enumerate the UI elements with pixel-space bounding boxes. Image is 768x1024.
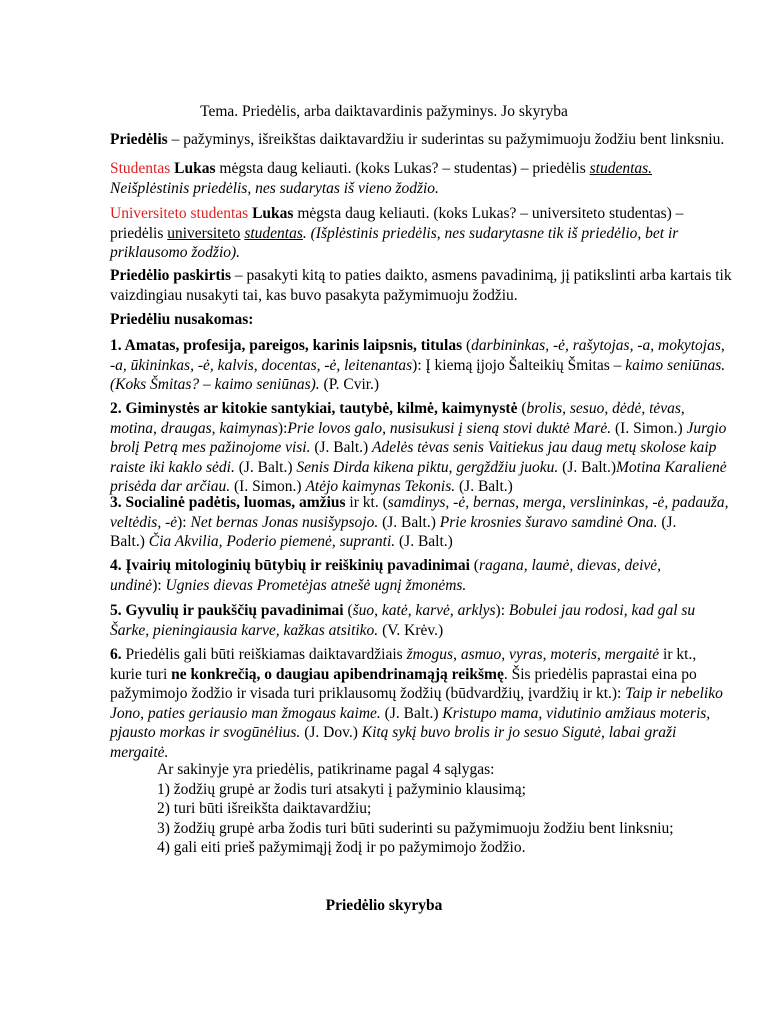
item-3-source-2: (J. [657, 513, 677, 531]
example-2-note-end: priklausomo žodžio). [110, 244, 241, 261]
definition-text: – pažyminys, išreikštas daiktavardžiu ir suderintas su pažymimuoju žodžiu bent linksniu. [167, 131, 725, 148]
example-1-appositive: studentas. [589, 160, 653, 177]
item-2-sentence-1: Prie lovos galo, nusisukusi į sieną stovi duktė Marė. [287, 419, 612, 437]
purpose-paragraph [110, 266, 735, 305]
item-4-heading: 4. Įvairių mitologinių būtybių ir reiškinių pavadinimai [110, 557, 470, 574]
item-6-number: 6. [110, 646, 122, 663]
item-6-sentence-1: Taip ir nebeliko [625, 685, 723, 702]
definition-paragraph [110, 130, 735, 150]
item-5-heading: 5. Gyvulių ir paukščių pavadinimai [110, 602, 344, 619]
page-title: Tema. Priedėlis, arba daiktavardinis pažyminys. Jo skyryba [200, 103, 568, 120]
item-4-text: ( [469, 557, 479, 574]
item-3-source-3: (J. Balt.) [395, 533, 453, 550]
item-1-text: ( [462, 337, 472, 354]
condition-item: 2) turi būti išreikšta daiktavardžiu; [157, 800, 372, 817]
example-2-appositive-1: universiteto [167, 224, 241, 242]
item-6-source-2: (J. Dov.) [300, 724, 362, 741]
example-2-text: mėgsta daug keliauti. (koks Lukas? – universiteto studentas) – [293, 205, 684, 222]
item-6-emphasis: ne konkrečią, o daugiau apibendrinamąją reikšmę [171, 665, 504, 683]
example-1-subject: Lukas [170, 160, 216, 177]
item-2-source-5: (I. Simon.) [230, 478, 306, 495]
definition-term: Priedėlis [110, 131, 168, 148]
item-2-source-1: (I. Simon.) [611, 419, 687, 437]
list-item-5 [110, 601, 735, 640]
item-1-examples: darbininkas, -ė, rašytojas, -a, mokytojas, [471, 337, 725, 354]
item-3-heading: 3. Socialinė padėtis, luomas, amžius [110, 494, 346, 511]
purpose-term: Priedėlio paskirtis [110, 267, 231, 284]
list-item-3 [110, 493, 735, 552]
item-2-sentence-6: Atėjo kaimynas Tekonis. [305, 478, 456, 495]
item-2-sentence-5: Motina Karalienė [615, 458, 727, 476]
item-2-examples: brolis, sesuo, dėdė, tėvas, [526, 400, 685, 417]
item-6-sentence-2b: pjausto morkas ir svogūnėlius. [110, 724, 301, 741]
item-3-sentence-1: Net bernas Jonas nusišypsojo. [190, 513, 379, 531]
example-1-note: Neišplėstinis priedėlis, nes sudarytas iš vieno žodžio. [110, 179, 439, 197]
item-6-source-1: (J. Balt.) [380, 704, 443, 722]
item-5-text: ( [343, 602, 353, 619]
item-6-examples: žmogus, asmuo, vyras, moteris, mergaitė [406, 646, 660, 663]
item-5-sentence: Bobulei jau rodosi, kad gal su [508, 602, 696, 619]
item-5-colon: ): [495, 602, 509, 619]
list-item-6 [110, 645, 735, 762]
item-2-source-6: (J. Balt.) [455, 478, 513, 495]
item-1-question: (Koks Šmitas? – kaimo seniūnas). [110, 376, 320, 393]
item-3-examples-2: veltėdis, -ė [110, 513, 178, 531]
item-2-sentence-2b: brolį Petrą mes pažinojome visi. [110, 439, 311, 456]
item-4-examples: ragana, laumė, dievas, deivė, [478, 557, 662, 574]
purpose-text-2: vaizdingiau nusakyti tai, kas buvo pasakyta pažymimuoju žodžiu. [110, 286, 518, 304]
item-1-appositive: kaimo seniūnas. [625, 356, 726, 374]
item-2-source-2: (J. Balt.) [310, 439, 373, 456]
item-2-sentence-5b: prisėda dar arčiau. [110, 478, 231, 495]
item-6-sentence-2: Kristupo mama, vidutinio amžiaus moteris, [442, 704, 711, 722]
item-1-heading: 1. Amatas, profesija, pareigos, karinis laipsnis, titulas [110, 337, 463, 354]
example-2-text-2: priedėlis [110, 224, 168, 242]
item-4-examples-2: undinė [110, 576, 153, 594]
example-2-paragraph [110, 204, 735, 263]
item-6-sentence-3: Kitą sykį buvo brolis ir jo sesuo Sigutė, labai graži [361, 724, 677, 741]
condition-item: 3) žodžių grupė arba žodis turi būti suderinti su pažymimuoju žodžiu bent linksniu; [157, 819, 674, 837]
conditions-list [157, 760, 674, 858]
item-3-text: ir kt. ( [345, 494, 388, 511]
item-4-colon: ): [152, 576, 166, 594]
example-1-highlight: Studentas [110, 160, 171, 177]
item-6-text-2: ir kt., [659, 646, 697, 663]
item-1-source: (P. Cvir.) [319, 376, 380, 393]
item-6-text-4: . Šis priedėlis paprastai eina po [503, 665, 697, 683]
item-1-sentence: ): Į kiemą įjojo Šalteikių Šmitas – [412, 356, 626, 374]
item-6-text-5: pažymimojo žodžio ir visada turi priklausomų žodžių (būdvardžių, įvardžių ir kt.): [110, 685, 626, 702]
item-2-source-4: (J. Balt.) [558, 458, 616, 476]
item-2-source-3: (J. Balt.) [234, 458, 297, 476]
item-5-examples: šuo, katė, karvė, arklys [352, 602, 496, 619]
item-2-sentence-4: Senis Dirda kikena piktu, gergždžiu juoku. [296, 458, 559, 476]
list-item-2 [110, 399, 735, 497]
item-6-text: Priedėlis gali būti reiškiamas daiktavardžiais [121, 646, 407, 663]
item-3-source-2b: Balt.) [110, 533, 149, 550]
example-1-paragraph [110, 159, 735, 198]
section-heading: Priedėlio skyryba [325, 897, 443, 914]
item-3-source-1: (J. Balt.) [378, 513, 440, 531]
item-6-sentence-3b: mergaitė. [110, 743, 169, 761]
item-5-sentence-2: Šarke, pieningiausia karve, kažkas atsitiko. [110, 621, 379, 639]
item-3-sentence-3: Čia Akvilia, Poderio piemenė, supranti. [148, 533, 396, 550]
item-3-sentence-2: Prie krosnies šuravo samdinė Ona. [439, 513, 658, 531]
item-2-sentence-2: Jurgio [686, 419, 727, 437]
item-3-examples: samdinys, -ė, bernas, merga, verslininkas, -ė, padauža, [387, 494, 729, 511]
section-subtitle: Priedėliu nusakomas: [110, 311, 254, 328]
example-1-text: mėgsta daug keliauti. (koks Lukas? – studentas) – priedėlis [215, 160, 590, 177]
example-2-appositive-2: studentas [244, 224, 303, 242]
condition-item: 4) gali eiti prieš pažymimąjį žodį ir po pažymimojo žodžio. [157, 839, 526, 856]
item-2-colon: ): [277, 419, 288, 437]
item-1-examples-2: -a, ūkininkas, -ė, kalvis, docentas, -ė, leitenantas [110, 356, 413, 374]
item-2-heading: 2. Giminystės ar kitokie santykiai, tautybė, kilmė, kaimynystė [110, 400, 518, 417]
item-5-source: (V. Krėv.) [378, 621, 444, 639]
example-2-subject: Lukas [248, 205, 294, 222]
list-item-1 [110, 336, 735, 395]
item-2-text: ( [517, 400, 527, 417]
condition-item: 1) žodžių grupė ar žodis turi atsakyti į pažyminio klausimą; [157, 780, 526, 798]
item-6-text-3: kurie turi [110, 665, 172, 683]
item-2-sentence-3: Adelės tėvas senis Vaitiekus jau daug metų skolose kaip [372, 439, 717, 456]
purpose-text: – pasakyti kitą to paties daikto, asmens pavadinimą, jį patikslinti arba kartais tik [230, 267, 732, 284]
list-item-4 [110, 556, 735, 595]
item-4-sentence: Ugnies dievas Prometėjas atnešė ugnį žmonėms. [165, 576, 467, 594]
item-2-examples-2: motina, draugas, kaimynas [110, 419, 278, 437]
item-6-sentence-1b: Jono, paties geriausio man žmogaus kaime. [110, 704, 381, 722]
conditions-intro: Ar sakinyje yra priedėlis, patikriname pagal 4 sąlygas: [157, 761, 495, 778]
example-2-highlight: Universiteto studentas [110, 205, 249, 222]
item-2-sentence-3b: raiste iki kaklo sėdi. [110, 458, 235, 476]
item-3-colon: ): [177, 513, 191, 531]
example-2-note: . (Išplėstinis priedėlis, nes sudarytasne tik iš priedėlio, bet ir [302, 224, 679, 242]
